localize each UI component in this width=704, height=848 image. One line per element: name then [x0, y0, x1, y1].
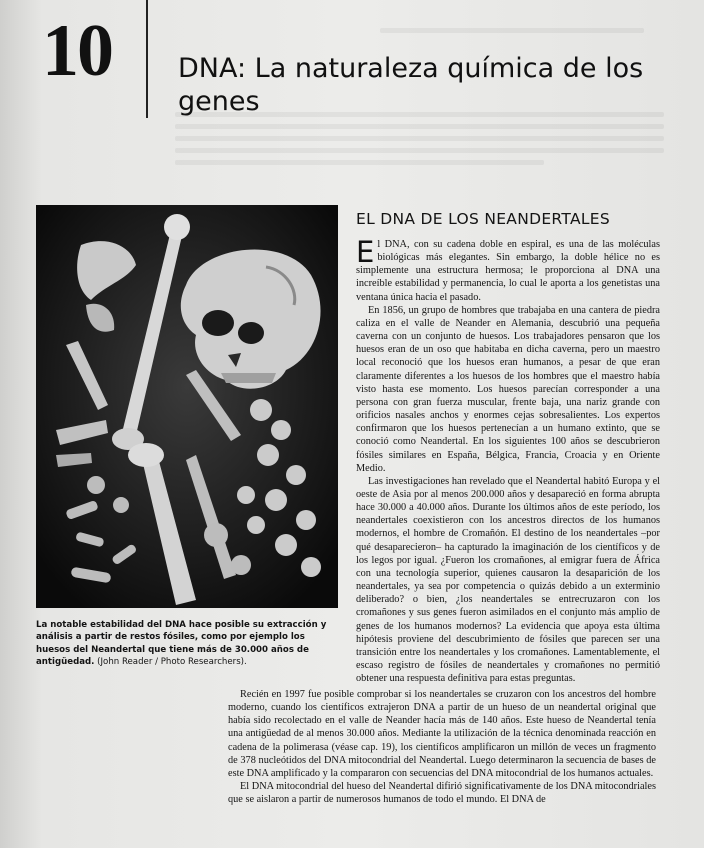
drop-cap: E [356, 235, 375, 269]
paragraph: Las investigaciones han revelado que el Neandertal habitó Europa y el oeste de Asia por al menos 200.000 años y desapareció en forma abrupta hace 30.000 a 40.000 años. Durante los últimos años de este período, los neandertales coexistieron con los ancestros directos de los humanos modernos, el hombre de Cromañón. El destino de los neandertales –por qué desaparecieron– ha capturado la imaginación de los científicos y de los legos por igual. ¿Fueron los cromañones, al emigrar fuera de África con una tecnología superior, quienes causaron la desaparición de los neandertales, ya sea por competencia o quizás debido a un exterminio deliberado? o bien, ¿los neandertales se entrecruzaron con los cromañones y sus genes fueron asimilados en el conjunto más amplio de genes de los humanos modernos? La evidencia que apoya esta última hipótesis proviene del descubrimiento de fósiles que parecen ser una transición entre los neandertales y los cromañones. Lamentablemente, el escaso registro de fósiles de neandertales y cromañones no permitió obtener una respuesta definitiva para estas preguntas. [356, 475, 660, 685]
caption-credit: (John Reader / Photo Researchers). [94, 657, 247, 668]
chapter-divider [146, 0, 148, 118]
chapter-number: 10 [42, 10, 112, 92]
paragraph: El DNA mitocondrial del hueso del Neandertal difirió significativamente de los DNA mitocondriales que se aislaron a partir de numerosos humanos de todo el mundo. El DNA de [228, 781, 656, 806]
text-wide [228, 688, 656, 806]
bleed-through-line [175, 160, 544, 165]
photo-caption [36, 619, 338, 669]
bones-illustration [36, 205, 338, 608]
paragraph: En 1856, un grupo de hombres que trabajaba en una cantera de piedra caliza en el valle de Neander en Alemania, descubrió una pequeña caverna con un conjunto de huesos. Los trabajadores pensaron que los huesos eran de un oso que habitaba en dicha caverna, pero un maestro local reconoció que los huesos eran humanos, a pesar de que eran claramente diferentes a los huesos de los hombres que el maestro había visto hasta ese momento. Los huesos parecían corresponder a una persona con gran fuerza muscular, frente baja, una nariz grande con orificios nasales anchos y enormes cejas sobresalientes. Los expertos confirmaron que los huesos pertenecían a un humano extinto, que se conoció como Neandertal. En los siguientes 100 años se descubrieron fósiles similares en España, Bélgica, Francia, Croacia y en Oriente Medio. [356, 304, 660, 474]
chapter-title: DNA: La naturaleza química de los genes [178, 53, 644, 117]
bleed-through-line [175, 124, 664, 129]
paragraph: El DNA, con su cadena doble en espiral, es una de las moléculas biológicas más elegantes. Sin embargo, la doble hélice no es simplemente una estructura hermosa; le proporciona al DNA una increíble estabilidad y permanencia, lo cual le aporta a los genetistas una ventana única hacia el pasado. [356, 235, 660, 303]
paragraph: Recién en 1997 fue posible comprobar si los neandertales se cruzaron con los ancestros del hombre moderno, cuando los científicos extrajeron DNA a partir de un hueso de un neandertal original que había sido recolectado en el valle de Neander hacía más de 140 años. Este hueso de Neandertal tenía una antigüedad de al menos 30.000 años. Mediante la utilización de la técnica denominada reacción en cadena de la polimerasa (véase cap. 19), los científicos amplificaron un millón de veces un fragmento de 378 nucleótidos del DNA mitocondrial del Neandertal. Luego determinaron la secuencia de bases de este DNA amplificado y la compararon con secuencias del DNA mitocondrial de los humanos actuales. [228, 689, 656, 779]
bleed-through-line [175, 148, 664, 153]
caption-text: La notable estabilidad del DNA hace posible su extracción y análisis a partir de restos fósiles, como por ejemplo los huesos del Neandertal que tiene más de 30.000 años de antigüedad. [36, 620, 327, 668]
bleed-through-line [380, 28, 644, 33]
section-title: EL DNA DE LOS NEANDERTALES [356, 210, 611, 228]
text-column [356, 235, 660, 685]
bleed-through-line [175, 136, 664, 141]
neanderthal-bones-photo [36, 205, 338, 608]
